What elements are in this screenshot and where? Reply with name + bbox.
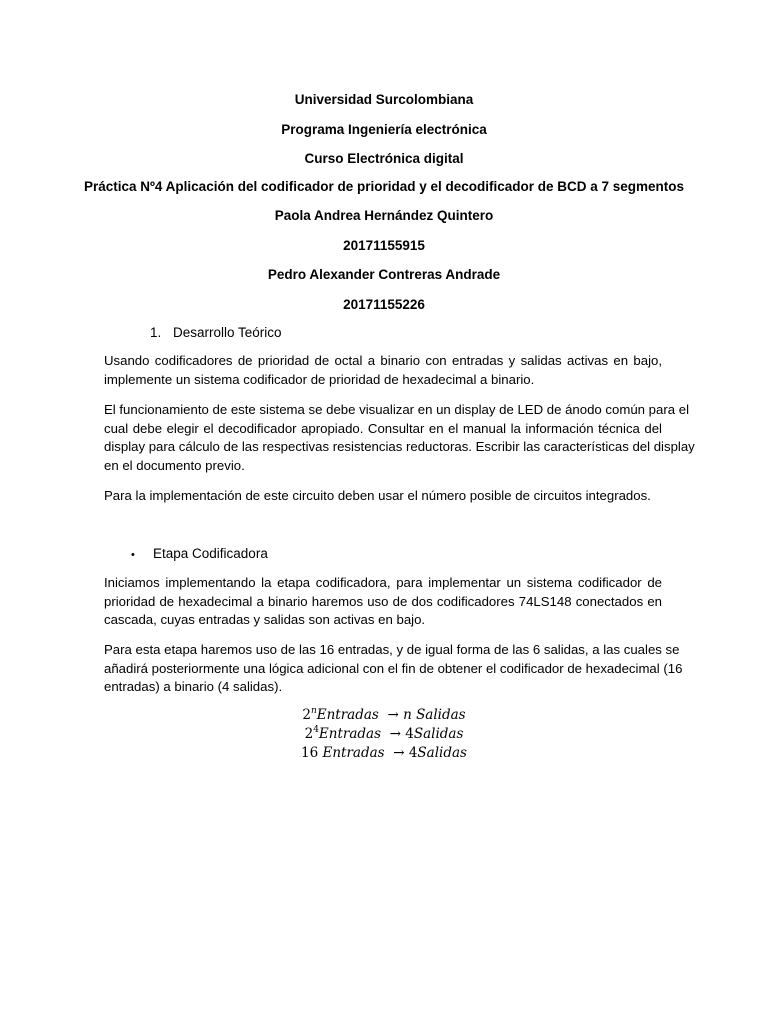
paragraph-line: Usando codificadores de prioridad de octal a binario con entradas y salidas activas en bajo, bbox=[104, 353, 662, 368]
equation-rhs: Salidas bbox=[416, 707, 466, 723]
paragraph-line: cascada, cuyas entradas y salidas son activas en bajo. bbox=[104, 612, 426, 627]
section1-paragraph1 bbox=[104, 352, 662, 389]
equation-rhs: Salidas bbox=[413, 726, 464, 742]
equation-line-2 bbox=[0, 725, 768, 744]
section1-number: 1. bbox=[150, 325, 162, 340]
equation-lhs: Entradas bbox=[318, 726, 382, 742]
section1-title: Desarrollo Teórico bbox=[173, 325, 282, 340]
section2-heading bbox=[131, 545, 268, 564]
bullet-icon: • bbox=[131, 549, 135, 561]
equation-line-1 bbox=[0, 706, 768, 725]
author2-id: 20171155226 bbox=[343, 297, 425, 312]
equation-rhs-num: 4 bbox=[405, 726, 414, 742]
section1-heading bbox=[150, 324, 282, 342]
section2-title: Etapa Codificadora bbox=[153, 546, 268, 561]
author2-name: Pedro Alexander Contreras Andrade bbox=[267, 267, 501, 282]
paragraph-line: en el documento previo. bbox=[104, 457, 245, 473]
section2-paragraph1 bbox=[104, 574, 662, 630]
equation-base: 16 bbox=[301, 745, 319, 761]
section2-paragraph2 bbox=[104, 641, 683, 697]
paragraph-line: El funcionamiento de este sistema se debe visualizar en un display de LED de ánodo común para el bbox=[104, 402, 690, 417]
paragraph-line: entradas) a binario (4 salidas). bbox=[104, 679, 283, 694]
equation-rhs: Salidas bbox=[417, 745, 467, 761]
paragraph-line: Para la implementación de este circuito deben usar el número posible de circuitos integrados. bbox=[104, 488, 651, 503]
section1-paragraph3 bbox=[104, 487, 662, 506]
paragraph-line: cual debe elegir el decodificador apropiado. Consultar en el manual la información técnica del bbox=[104, 420, 662, 436]
paragraph-line: display para cálculo de las respectivas resistencias reductoras. Escribir las características del display bbox=[104, 439, 695, 454]
equation-exponent: 4 bbox=[313, 725, 319, 735]
equation-line-3 bbox=[0, 744, 768, 763]
section1-paragraph2 bbox=[104, 401, 695, 475]
university-name: Universidad Surcolombiana bbox=[294, 92, 474, 107]
equation-rhs-num: 4 bbox=[408, 745, 418, 761]
arrow-icon: → bbox=[393, 745, 405, 761]
course-name: Curso Electrónica digital bbox=[304, 151, 464, 166]
equation-exponent: n bbox=[310, 706, 317, 716]
arrow-icon: → bbox=[387, 707, 399, 723]
arrow-icon: → bbox=[389, 726, 401, 742]
author1-id: 20171155915 bbox=[343, 238, 425, 253]
equation-rhs-num: n bbox=[403, 707, 412, 723]
equation-lhs: Entradas bbox=[316, 707, 379, 723]
paragraph-line: Iniciamos implementando la etapa codificadora, para implementar un sistema codificador de bbox=[104, 575, 662, 590]
author1-name: Paola Andrea Hernández Quintero bbox=[274, 208, 494, 223]
program-name: Programa Ingeniería electrónica bbox=[281, 122, 487, 137]
practice-title: Práctica Nº4 Aplicación del codificador de prioridad y el decodificador de BCD a 7 segmentos bbox=[83, 179, 685, 194]
paragraph-line: prioridad de hexadecimal a binario haremos uso de dos codificadores 74LS148 conectados en bbox=[104, 593, 662, 609]
equation-lhs: Entradas bbox=[322, 745, 385, 761]
paragraph-line: implemente un sistema codificador de prioridad de hexadecimal a binario. bbox=[104, 371, 535, 387]
paragraph-line: Para esta etapa haremos uso de las 16 entradas, y de igual forma de las 6 salidas, a las cuales se bbox=[104, 642, 680, 657]
equation-base: 2 bbox=[302, 707, 311, 723]
equation-base: 2 bbox=[304, 726, 314, 742]
paragraph-line: añadirá posteriormente una lógica adicional con el fin de obtener el codificador de hexadecimal (16 bbox=[104, 660, 683, 676]
